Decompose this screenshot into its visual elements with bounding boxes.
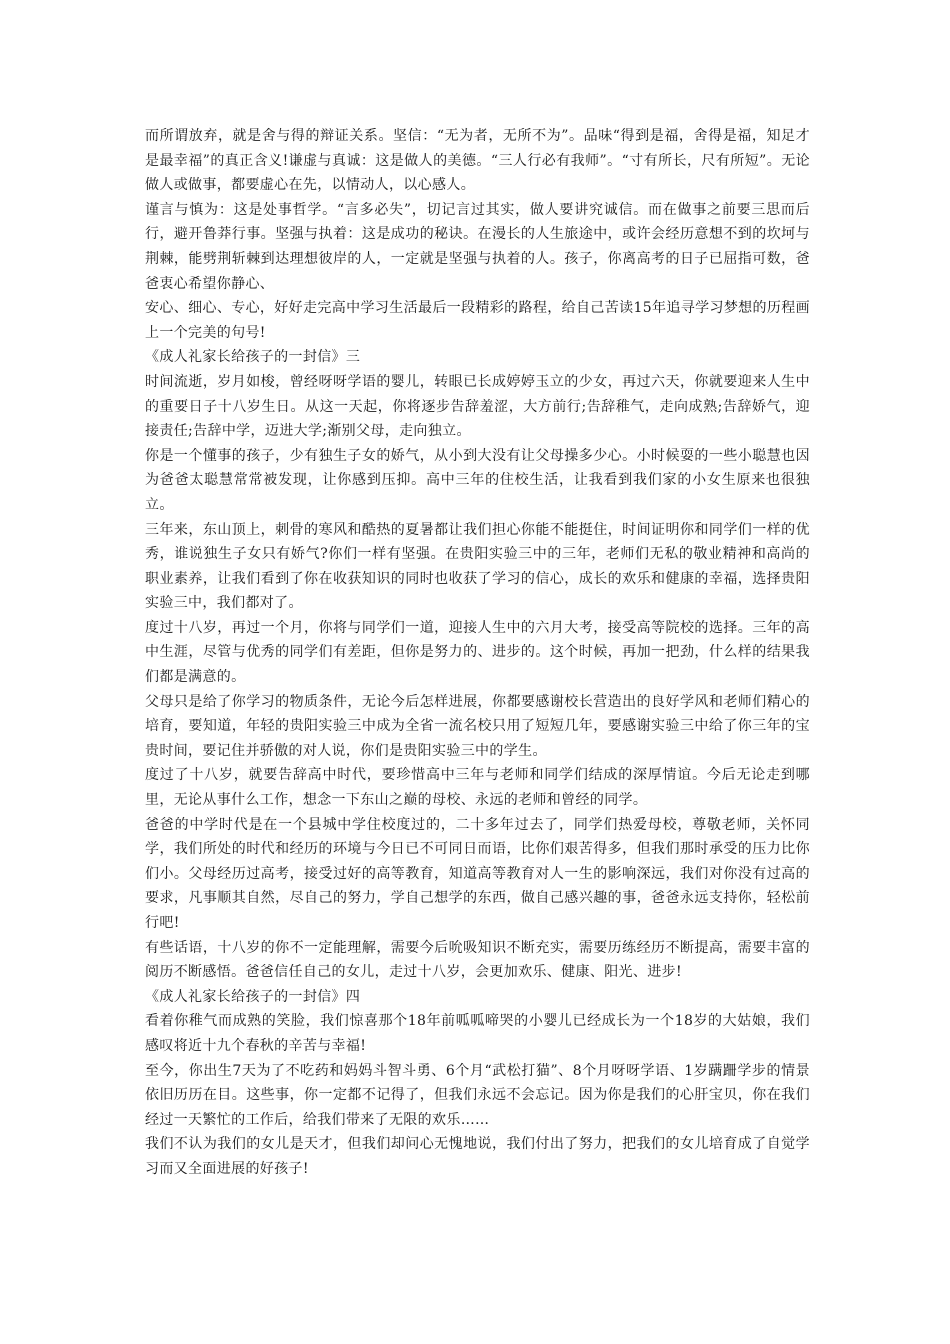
paragraph: 度过十八岁，再过一个月，你将与同学们一道，迎接人生中的六月大考，接受高等院校的选择。三年的高中生涯，尽管与优秀的同学们有差距，但你是努力的、进步的。这个时候，再加一把劲，什么样的结果我们都是满意的。 [145,619,810,686]
paragraph: 而所谓放弃，就是舍与得的辩证关系。坚信：“无为者，无所不为”。品味“得到是福，舍得是福，知足才是最幸福”的真正含义!谦虚与真诚：这是做人的美德。“三人行必有我师”。“寸有所长，尺有所短”。无论做人或做事，都要虚心在先，以情动人，以心感人。 [145,128,810,194]
paragraph: 三年来，东山顶上，刺骨的寒风和酷热的夏暑都让我们担心你能不能挺住，时间证明你和同学们一样的优秀，谁说独生子女只有娇气?你们一样有坚强。在贵阳实验三中的三年，老师们无私的敬业精神和高尚的职业素养，让我们看到了你在收获知识的同时也收获了学习的信心，成长的欢乐和健康的幸福，选择贵阳实验三中，我们都对了。 [145,521,810,612]
paragraph: 至今，你出生7天为了不吃药和妈妈斗智斗勇、6个月“武松打猫”、8个月呀呀学语、1岁蹒跚学步的情景依旧历历在目。这些事，你一定都不记得了，但我们永远不会忘记。因为你是我们的心肝宝贝，你在我们经过一天繁忙的工作后，给我们带来了无限的欢乐…… [145,1062,810,1128]
paragraph: 谨言与慎为：这是处事哲学。“言多必失”，切记言过其实，做人要讲究诚信。而在做事之前要三思而后行，避开鲁莽行事。坚强与执着：这是成功的秘诀。在漫长的人生旅途中，或许会经历意想不到的坎坷与荆棘，能劈荆斩棘到达理想彼岸的人，一定就是坚强与执着的人。孩子，你离高考的日子已屈指可数，爸爸衷心希望你静心、 [145,201,810,292]
paragraph: 爸爸的中学时代是在一个县城中学住校度过的，二十多年过去了，同学们热爱母校，尊敬老师，关怀同学，我们所处的时代和经历的环境与今日已不可同日而语，比你们艰苦得多，但我们那时承受的压力比你们小。父母经历过高考，接受过好的高等教育，知道高等教育对人一生的影响深远，我们对你没有过高的要求，凡事顺其自然，尽自己的努力，学自己想学的东西，做自己感兴趣的事，爸爸永远支持你，轻松前行吧! [145,816,810,931]
section-heading: 《成人礼家长给孩子的一封信》三 [145,349,361,366]
paragraph: 度过了十八岁，就要告辞高中时代，要珍惜高中三年与老师和同学们结成的深厚情谊。今后无论走到哪里，无论从事什么工作，想念一下东山之巅的母校、永远的老师和曾经的同学。 [145,767,810,809]
paragraph: 父母只是给了你学习的物质条件，无论今后怎样进展，你都要感谢校长营造出的良好学风和老师们精心的培育，要知道，年轻的贵阳实验三中成为全省一流名校只用了短短几年，要感谢实验三中给了你三年的宝贵时间，要记住并骄傲的对人说，你们是贵阳实验三中的学生。 [145,693,810,759]
paragraph: 看着你稚气而成熟的笑脸，我们惊喜那个18年前呱呱啼哭的小婴儿已经成长为一个18岁的大姑娘，我们感叹将近十九个春秋的辛苦与幸福! [145,1013,810,1054]
paragraph: 时间流逝，岁月如梭，曾经呀呀学语的婴儿，转眼已长成婷婷玉立的少女，再过六天，你就要迎来人生中的重要日子十八岁生日。从这一天起，你将逐步告辞羞涩，大方前行;告辞稚气，走向成熟;告辞娇气，迎接责任;告辞中学，迈进大学;渐别父母，走向独立。 [145,373,810,440]
paragraph: 你是一个懂事的孩子，少有独生子女的娇气，从小到大没有让父母操多少心。小时候耍的一些小聪慧也因为爸爸太聪慧常常被发现，让你感到压抑。高中三年的住校生活，让我看到我们家的小女生原来也很独立。 [145,447,810,513]
paragraph: 有些话语，十八岁的你不一定能理解，需要今后吮吸知识不断充实，需要历练经历不断提高，需要丰富的阅历不断感悟。爸爸信任自己的女儿，走过十八岁，会更加欢乐、健康、阳光、进步! [145,939,810,981]
section-heading: 《成人礼家长给孩子的一封信》四 [145,988,361,1005]
paragraph: 安心、细心、专心，好好走完高中学习生活最后一段精彩的路程，给自己苦读15年追寻学习梦想的历程画上一个完美的句号! [145,300,810,341]
document-body [145,124,810,1182]
paragraph: 我们不认为我们的女儿是天才，但我们却问心无愧地说，我们付出了努力，把我们的女儿培育成了自觉学习而又全面进展的好孩子! [145,1136,810,1177]
